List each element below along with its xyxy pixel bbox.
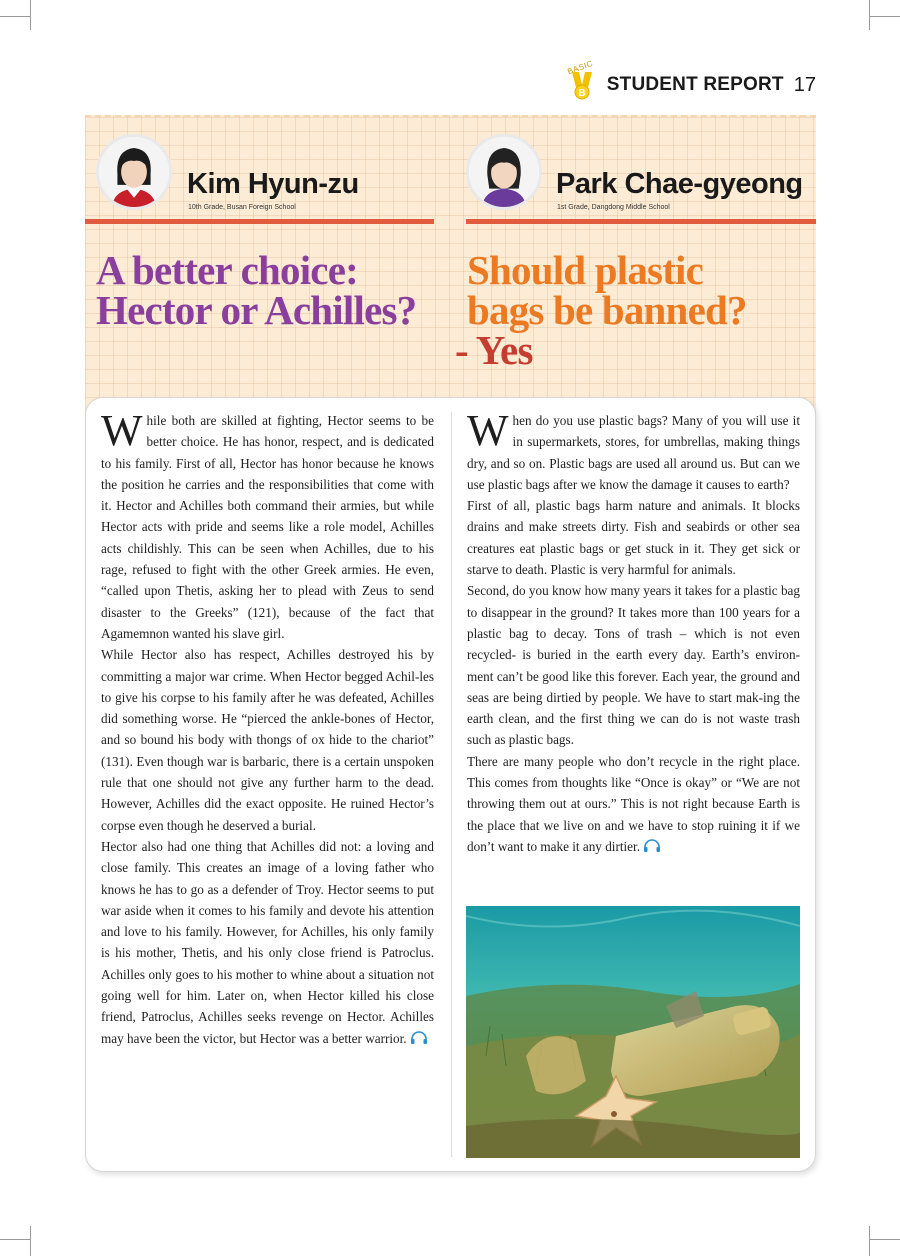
article-title-right (467, 247, 747, 333)
paragraph (101, 836, 434, 1049)
title-line: bags be banned? (467, 287, 747, 333)
drop-cap: W (467, 406, 509, 455)
article-body-left (101, 406, 434, 1049)
paragraph-text: hile both are skilled at fighting, Hector seems to be better choice. He has honor, respect, and is dedicated to his family. First of all, Hector has honor because he knows the position he carries and the responsibilities that come with it. Hector and Achilles both command their armies, but while Hector acts with pride and seems like a role model, Achilles acts childishly. This can be seen when Achilles, due to his rage, refused to fight with the other Greek armies. He even, “called upon Thetis, asking her to plead with Zeus to send disaster to the Greeks” (121), because of the fact that Agamemnon wanted his slave girl. (101, 413, 434, 641)
section-label: STUDENT REPORT (606, 74, 784, 95)
paragraph: Second, do you know how many years it takes for a plastic bag to disappear in the ground? It takes more than 100 years for a plastic bag to decay. Tons of trash – which is not even recycled- is buried in the earth every day. Earth’s environ-ment can’t be good like this forever. Each year, the ground and seas are being dirtied by people. We have to start mak-ing the earth clean, and the first thing we can do is not waste trash such as plastic bags. (467, 583, 800, 748)
badge-letter: B (578, 88, 586, 99)
headphones-icon (643, 839, 661, 853)
v-badge-icon (566, 58, 599, 107)
article-body-right (467, 406, 800, 857)
author-name-kim: Kim Hyun-zu (187, 168, 359, 200)
crop-mark (869, 1226, 870, 1256)
column-divider (451, 412, 452, 1157)
paragraph: While Hector also has respect, Achilles destroyed his by committing a major war crime. When Hector begged Achil-les to give his corpse to his family after he was defeated, Achilles did something worse. He “pierced the ankle-bones of Hector, and so bound his body with thongs of ox hide to the chariot” (131). Even though war is barbaric, there is a certain unspoken rule that one should not give any further harm to the dead. However, Achilles did the exact opposite. He ruined Hector’s corpse even though he deserved a burial. (101, 647, 434, 833)
page-number: 17 (793, 73, 816, 96)
drop-cap: W (101, 406, 143, 455)
crop-mark (0, 16, 30, 17)
article-title-left (96, 247, 417, 333)
author-rule-right (466, 219, 816, 224)
author-name-park: Park Chae-gyeong (556, 168, 803, 200)
underwater-plastic-photo (466, 906, 800, 1158)
title-line: Should plastic (467, 247, 704, 293)
title-line: A better choice: (96, 247, 358, 293)
avatar-park (466, 134, 542, 210)
v-shape-icon (571, 71, 593, 101)
title-line: Hector or Achilles? (96, 287, 417, 333)
page-header (567, 60, 816, 110)
crop-mark (870, 16, 900, 17)
crop-mark (870, 1239, 900, 1240)
author-school-kim: 10th Grade, Busan Foreign School (188, 204, 296, 211)
headphones-icon (410, 1031, 428, 1045)
crop-mark (0, 1239, 30, 1240)
crop-mark (869, 0, 870, 30)
crop-mark (30, 0, 31, 30)
paragraph-text: There are many people who don’t recycle in the right place. This comes from thoughts like “Once is okay” or “We are not throwing them out at ours.” This is not right because Earth is the place that we live on and we have to stop ruining it if we don’t want to make it any dirtier. (467, 753, 800, 854)
article-title-yes: - Yes (455, 327, 533, 373)
crop-mark (30, 1226, 31, 1256)
paragraph (467, 751, 800, 857)
paragraph (467, 406, 800, 495)
paragraph (101, 406, 434, 644)
paragraph: First of all, plastic bags harm nature and animals. It blocks drains and make streets dirty. Fish and seabirds or other sea creatures eat plastic bags or get stuck in it. They get sick or starve to death. Plastic is very harmful for animals. (467, 498, 800, 578)
author-school-park: 1st Grade, Dangdong Middle School (557, 204, 670, 211)
paragraph-text: Hector also had one thing that Achilles did not: a loving and close family. This creates an image of a loving father who knows he has to go as a defender of Troy. Hector seems to put war aside when it comes to his family and devote his attention and love to his family. However, for Achilles, his only family is his mother, Thetis, and his only close friend is Patroclus. Achilles only goes to his mother to whine about a situation not going well for him. Later on, when Hector killed his close friend, Patroclus, Achilles seeks revenge on Hector. Achilles may have been the victor, but Hector was a better warrior. (101, 838, 434, 1046)
author-rule-left (85, 219, 434, 224)
badge-text: BASIC (566, 58, 595, 77)
paragraph-text: hen do you use plastic bags? Many of you will use it in supermarkets, stores, for umbrellas, making things dry, and so on. Plastic bags are used all around us. But can we use plastic bags after we know the damage it causes to earth? (467, 413, 800, 492)
avatar-kim (96, 134, 172, 210)
